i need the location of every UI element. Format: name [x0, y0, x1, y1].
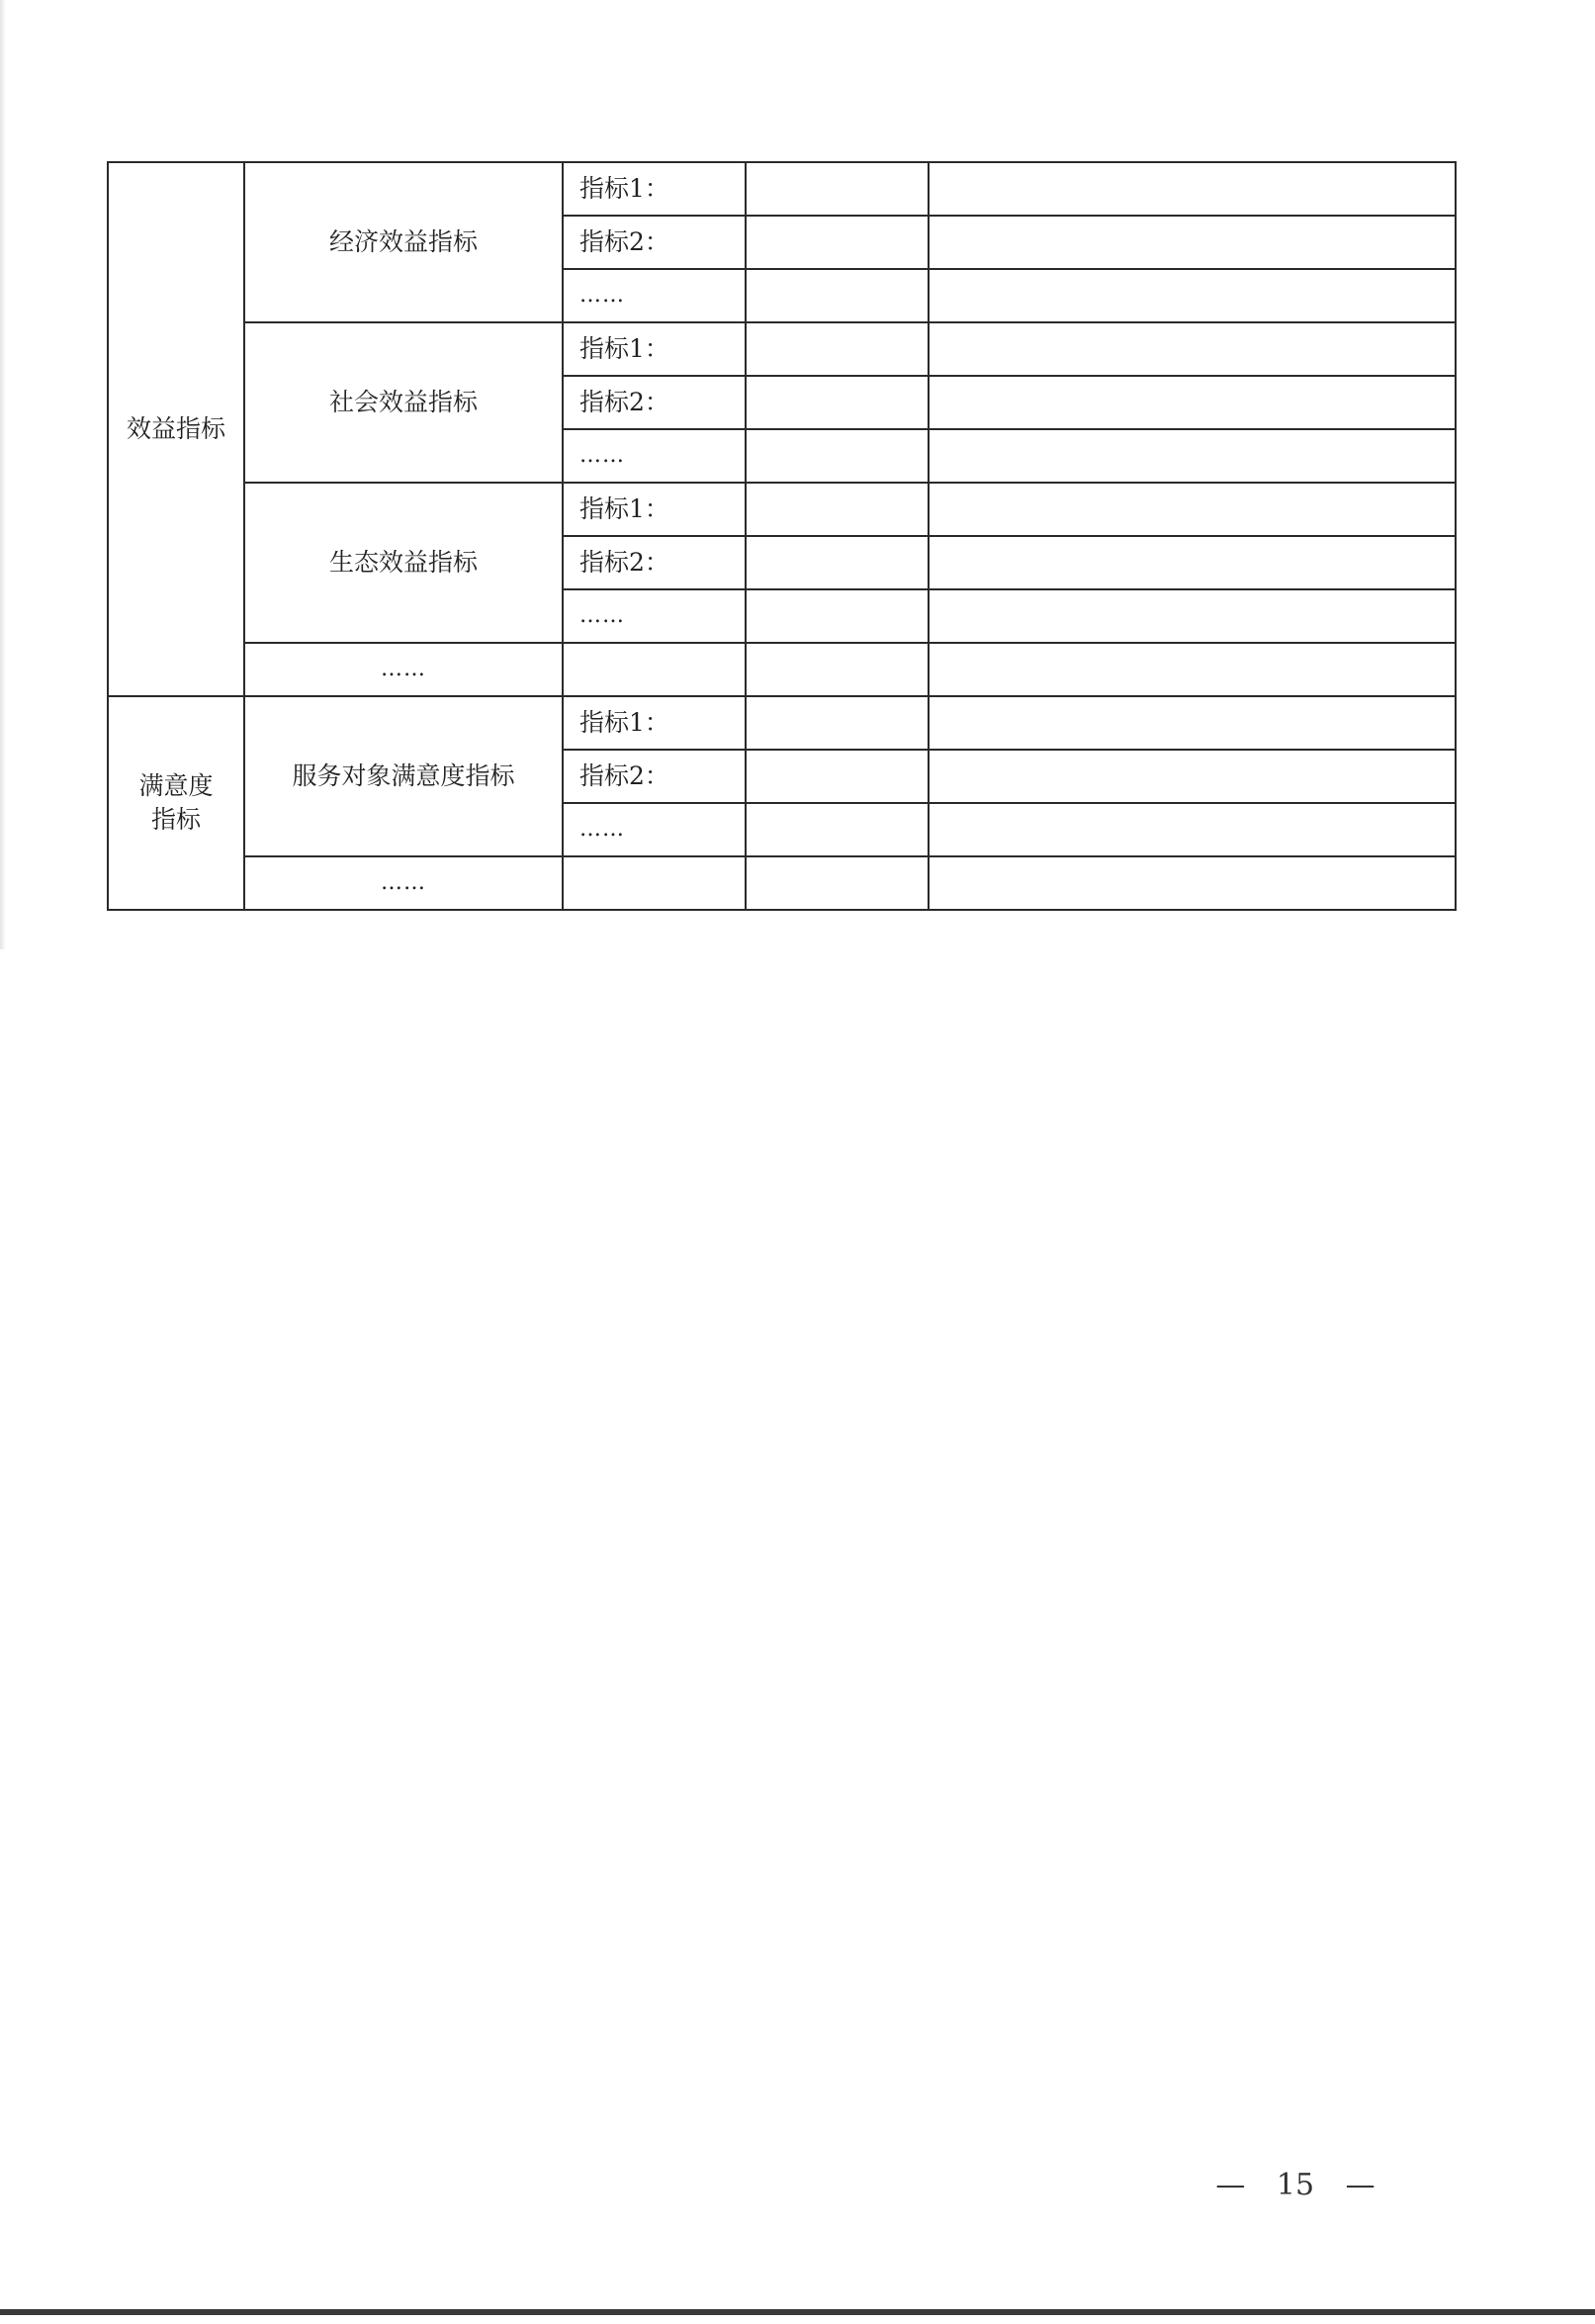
indicator-cell: ……: [563, 429, 746, 483]
value-cell: [746, 376, 929, 429]
note-cell: [929, 536, 1456, 589]
note-cell: [929, 696, 1456, 750]
note-cell: [929, 162, 1456, 216]
indicator-cell: 指标1：: [563, 322, 746, 376]
value-cell: [746, 696, 929, 750]
page-dash-right: —: [1345, 2168, 1375, 2202]
note-cell: [929, 750, 1456, 803]
note-cell: [929, 269, 1456, 322]
value-cell: [746, 429, 929, 483]
value-cell: [746, 589, 929, 643]
subgroup-cell: 服务对象满意度指标: [244, 696, 563, 856]
value-cell: [746, 269, 929, 322]
subgroup-cell: 生态效益指标: [244, 483, 563, 643]
subgroup-cell: 经济效益指标: [244, 162, 563, 322]
table-row: [108, 162, 1456, 216]
indicator-cell: ……: [563, 589, 746, 643]
note-cell: [929, 643, 1456, 696]
indicator-cell: 指标1：: [563, 696, 746, 750]
value-cell: [746, 856, 929, 910]
indicator-cell: ……: [563, 803, 746, 856]
value-cell: [746, 536, 929, 589]
subgroup-cell: ……: [244, 856, 563, 910]
value-cell: [746, 162, 929, 216]
table-row: [108, 483, 1456, 536]
note-cell: [929, 216, 1456, 269]
indicator-cell: 指标2：: [563, 750, 746, 803]
value-cell: [746, 750, 929, 803]
value-cell: [746, 216, 929, 269]
category-cell: [108, 696, 244, 910]
note-cell: [929, 589, 1456, 643]
indicator-cell: 指标2：: [563, 536, 746, 589]
value-cell: [746, 803, 929, 856]
note-cell: [929, 376, 1456, 429]
indicator-cell: 指标2：: [563, 376, 746, 429]
page-dash-left: —: [1215, 2168, 1246, 2202]
indicator-cell: ……: [563, 269, 746, 322]
table-row: [108, 696, 1456, 750]
table-row: [108, 643, 1456, 696]
value-cell: [746, 643, 929, 696]
page-number-value: 15: [1276, 2168, 1315, 2202]
bottom-rule: [0, 2309, 1595, 2315]
value-cell: [746, 322, 929, 376]
note-cell: [929, 429, 1456, 483]
subgroup-cell: 社会效益指标: [244, 322, 563, 483]
value-cell: [746, 483, 929, 536]
indicator-cell: [563, 643, 746, 696]
category-line: 满意度: [138, 771, 214, 801]
page-number: [1206, 2168, 1384, 2202]
subgroup-cell: ……: [244, 643, 563, 696]
note-cell: [929, 322, 1456, 376]
category-cell: 效益指标: [108, 162, 244, 696]
indicator-cell: 指标1：: [563, 483, 746, 536]
indicator-cell: 指标2：: [563, 216, 746, 269]
note-cell: [929, 483, 1456, 536]
indicator-cell: 指标1：: [563, 162, 746, 216]
indicator-cell: [563, 856, 746, 910]
note-cell: [929, 856, 1456, 910]
table-row: [108, 322, 1456, 376]
performance-indicator-table: [107, 161, 1457, 911]
scan-edge: [0, 0, 6, 949]
note-cell: [929, 803, 1456, 856]
category-line: 指标: [150, 805, 201, 834]
table-row: [108, 856, 1456, 910]
